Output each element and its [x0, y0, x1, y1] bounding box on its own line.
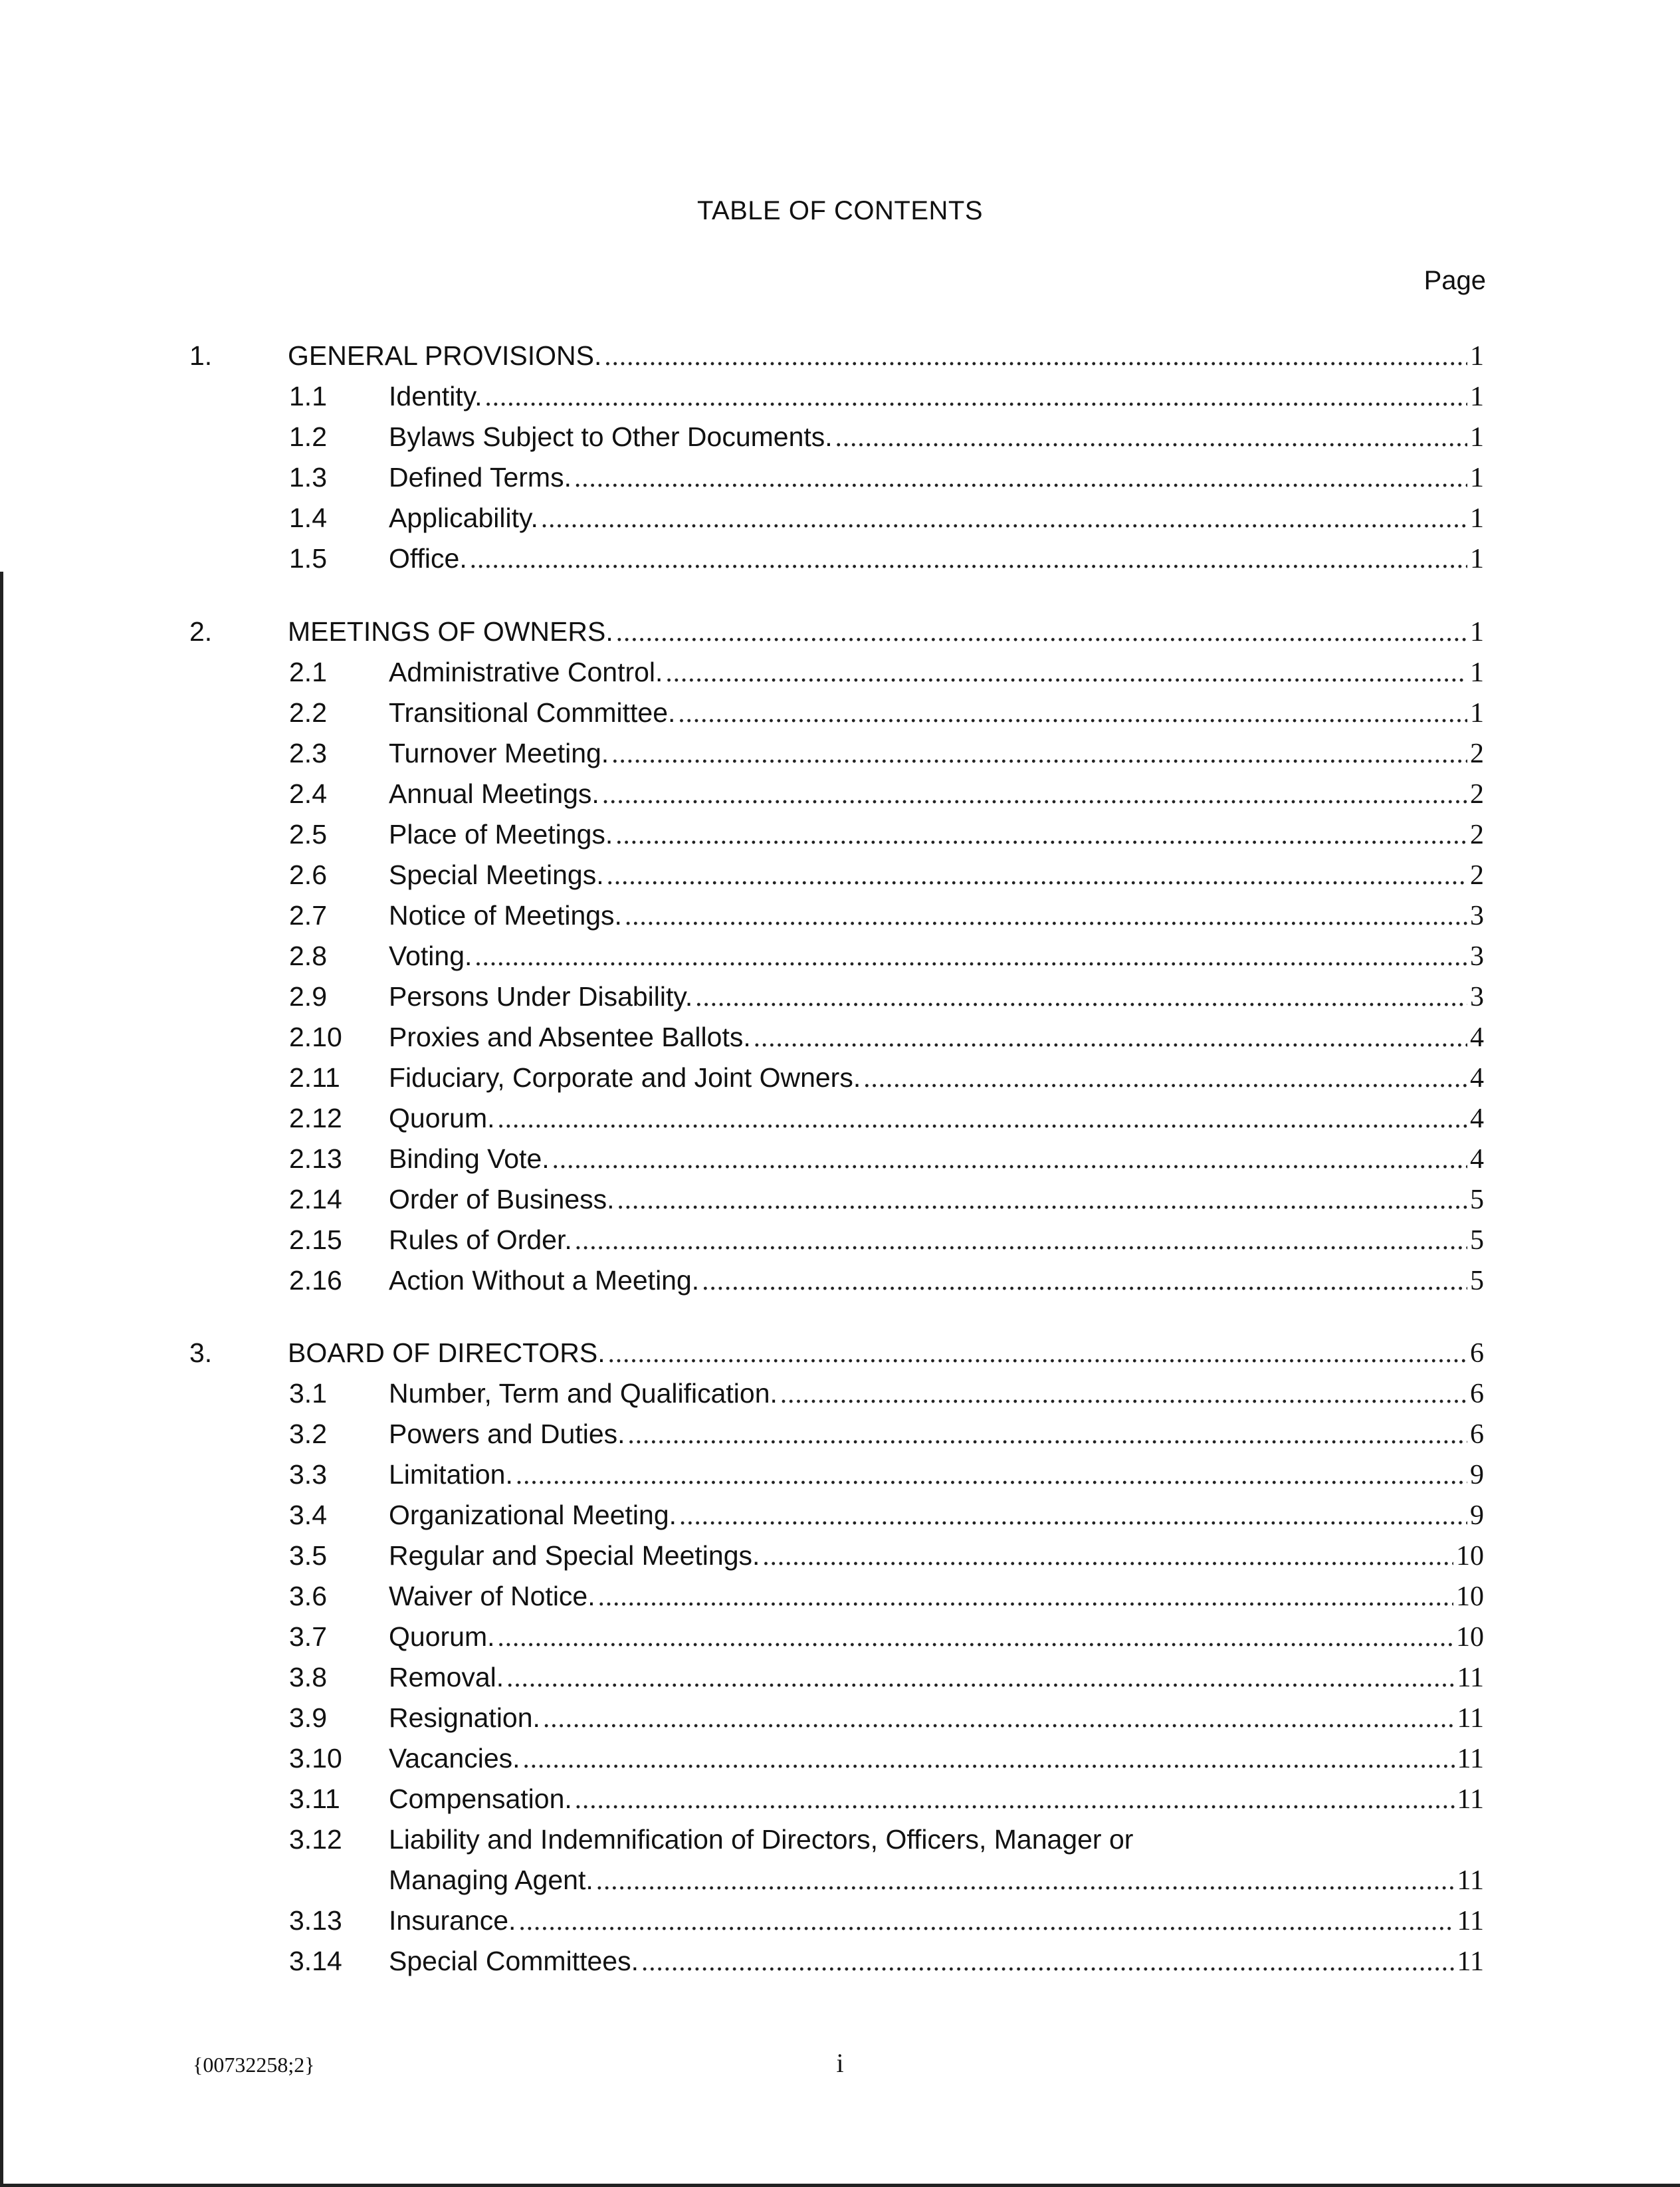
- toc-item-1-5[interactable]: [189, 538, 1484, 578]
- page-number: 11: [1457, 1865, 1484, 1896]
- page-number: 11: [1457, 1906, 1484, 1936]
- page-number: 4: [1470, 1063, 1484, 1094]
- item-title: Resignation.: [389, 1702, 540, 1733]
- dot-leader: [625, 895, 1467, 935]
- section-title: MEETINGS OF OWNERS.: [288, 616, 613, 647]
- item-number: 3.13: [289, 1905, 342, 1936]
- page-number: 1: [1470, 341, 1484, 372]
- toc-item-3-1[interactable]: [189, 1373, 1484, 1413]
- item-title: Insurance.: [389, 1905, 516, 1936]
- item-number: 2.6: [289, 860, 327, 890]
- toc-item-2-9[interactable]: [189, 977, 1484, 1016]
- page-number: 1: [1470, 422, 1484, 453]
- page-number: 10: [1456, 1581, 1484, 1612]
- item-title: Identity.: [389, 381, 482, 411]
- page-number: 10: [1456, 1541, 1484, 1571]
- dot-leader: [678, 693, 1467, 733]
- dot-leader: [607, 855, 1467, 895]
- item-title: Applicability.: [389, 503, 538, 533]
- item-number: 1.5: [289, 543, 327, 574]
- footer-page-number: i: [836, 2048, 844, 2078]
- page-number: 2: [1470, 739, 1484, 769]
- dot-leader: [541, 498, 1467, 538]
- dot-leader: [665, 652, 1467, 692]
- item-title: Compensation.: [389, 1784, 572, 1814]
- page-number: 10: [1456, 1622, 1484, 1653]
- dot-leader: [518, 1900, 1454, 1940]
- dot-leader: [604, 336, 1467, 376]
- item-title: Proxies and Absentee Ballots.: [389, 1022, 751, 1052]
- dot-leader: [602, 774, 1467, 814]
- dot-leader: [516, 1454, 1467, 1494]
- page-number: 1: [1470, 503, 1484, 534]
- item-number: 1.4: [289, 503, 327, 533]
- toc-item-3-6[interactable]: [189, 1576, 1484, 1616]
- toc-item-2-2[interactable]: [189, 693, 1484, 733]
- page-number: 4: [1470, 1103, 1484, 1134]
- item-number: 2.7: [289, 900, 327, 931]
- item-number: 2.9: [289, 981, 327, 1012]
- item-title: Special Meetings.: [389, 860, 604, 890]
- item-number: 1.1: [289, 381, 327, 411]
- item-number: 3.8: [289, 1662, 327, 1692]
- dot-leader: [575, 1779, 1455, 1819]
- toc-item-3-5[interactable]: [189, 1536, 1484, 1575]
- toc-item-3-12-continued[interactable]: [189, 1860, 1484, 1900]
- item-title: Powers and Duties.: [389, 1419, 625, 1449]
- item-title: Administrative Control.: [389, 657, 663, 687]
- toc-item-2-3[interactable]: [189, 733, 1484, 773]
- item-number: 3.9: [289, 1702, 327, 1733]
- item-title: Annual Meetings.: [389, 778, 599, 809]
- page-column-header: Page: [1423, 266, 1486, 295]
- dot-leader: [780, 1373, 1467, 1413]
- page-number: 1: [1470, 617, 1484, 647]
- dot-leader: [485, 376, 1467, 416]
- toc-item-3-10[interactable]: [189, 1738, 1484, 1778]
- toc-item-3-7[interactable]: [189, 1617, 1484, 1657]
- page-number: 11: [1457, 1946, 1484, 1977]
- page-edge-bottom: [0, 2184, 1680, 2187]
- page-number: 2: [1470, 779, 1484, 810]
- item-number: 3.2: [289, 1419, 327, 1449]
- page-number: 5: [1470, 1266, 1484, 1296]
- item-number: 2.13: [289, 1143, 342, 1174]
- toc-item-3-2[interactable]: [189, 1414, 1484, 1454]
- page-number: 2: [1470, 860, 1484, 891]
- toc-item-3-8[interactable]: [189, 1657, 1484, 1697]
- toc-item-2-7[interactable]: [189, 895, 1484, 935]
- dot-leader: [470, 538, 1467, 578]
- item-number: 3.4: [289, 1500, 327, 1530]
- toc-item-2-8[interactable]: [189, 936, 1484, 976]
- page-number: 11: [1457, 1784, 1484, 1815]
- section-number: 1.: [189, 340, 213, 371]
- toc-section-3[interactable]: [189, 1333, 1484, 1373]
- page-number: 3: [1470, 901, 1484, 931]
- item-title: Quorum.: [389, 1103, 495, 1133]
- item-number: 3.14: [289, 1946, 342, 1976]
- item-title: Regular and Special Meetings.: [389, 1540, 760, 1571]
- document-code: {00732258;2}: [193, 2053, 315, 2077]
- toc-section-1[interactable]: [189, 336, 1484, 376]
- page-number: 9: [1470, 1460, 1484, 1490]
- toc-item-2-15[interactable]: [189, 1220, 1484, 1260]
- dot-leader: [616, 612, 1467, 651]
- page-number: 1: [1470, 698, 1484, 729]
- item-title: Place of Meetings.: [389, 819, 613, 850]
- page-number: 11: [1457, 1744, 1484, 1774]
- item-title: Removal.: [389, 1662, 504, 1692]
- item-number: 2.12: [289, 1103, 342, 1133]
- item-title: Fiduciary, Corporate and Joint Owners.: [389, 1062, 861, 1093]
- item-number: 3.1: [289, 1378, 327, 1409]
- page-number: 1: [1470, 544, 1484, 574]
- page-number: 5: [1470, 1185, 1484, 1215]
- dot-leader: [641, 1941, 1455, 1981]
- page-number: 9: [1470, 1500, 1484, 1531]
- dot-leader: [498, 1617, 1454, 1657]
- toc-item-2-11[interactable]: [189, 1058, 1484, 1097]
- page-number: 11: [1457, 1703, 1484, 1734]
- dot-leader: [596, 1860, 1455, 1900]
- item-number: 2.5: [289, 819, 327, 850]
- item-title: Binding Vote.: [389, 1143, 550, 1174]
- toc-item-3-11[interactable]: [189, 1779, 1484, 1819]
- item-title: Number, Term and Qualification.: [389, 1378, 778, 1409]
- dot-leader: [863, 1058, 1467, 1097]
- item-title: Waiver of Notice.: [389, 1581, 595, 1611]
- dot-leader: [574, 457, 1467, 497]
- toc-item-3-13[interactable]: [189, 1900, 1484, 1940]
- item-title: Order of Business.: [389, 1184, 615, 1214]
- item-number: 2.16: [289, 1265, 342, 1296]
- section-title: GENERAL PROVISIONS.: [288, 340, 602, 371]
- item-number: 2.8: [289, 941, 327, 971]
- dot-leader: [702, 1260, 1467, 1300]
- item-title: Rules of Order.: [389, 1224, 572, 1255]
- page-number: 1: [1470, 463, 1484, 493]
- item-number: 2.4: [289, 778, 327, 809]
- dot-leader: [474, 936, 1467, 976]
- toc-item-3-4[interactable]: [189, 1495, 1484, 1535]
- dot-leader: [506, 1657, 1454, 1697]
- dot-leader: [679, 1495, 1467, 1535]
- item-number: 3.12: [289, 1824, 342, 1855]
- toc-item-1-2[interactable]: [189, 417, 1484, 457]
- toc-item-1-4[interactable]: [189, 498, 1484, 538]
- dot-leader: [523, 1738, 1455, 1778]
- dot-leader: [695, 977, 1467, 1016]
- dot-leader: [575, 1220, 1467, 1260]
- page-edge-left: [0, 572, 3, 2187]
- page-number: 11: [1457, 1663, 1484, 1693]
- item-number: 2.15: [289, 1224, 342, 1255]
- item-number: 3.10: [289, 1743, 342, 1774]
- dot-leader: [498, 1098, 1468, 1138]
- item-number: 1.3: [289, 462, 327, 493]
- item-number: 3.7: [289, 1621, 327, 1652]
- toc-item-2-5[interactable]: [189, 814, 1484, 854]
- item-number: 2.10: [289, 1022, 342, 1052]
- page-number: 6: [1470, 1338, 1484, 1369]
- item-title: Notice of Meetings.: [389, 900, 622, 931]
- toc-item-3-3[interactable]: [189, 1454, 1484, 1494]
- dot-leader: [615, 814, 1467, 854]
- toc-item-2-14[interactable]: [189, 1179, 1484, 1219]
- toc-item-2-4[interactable]: [189, 774, 1484, 814]
- dot-leader: [611, 733, 1467, 773]
- page-number: 3: [1470, 941, 1484, 972]
- dot-leader: [552, 1139, 1467, 1179]
- item-number: 2.3: [289, 738, 327, 768]
- page-number: 6: [1470, 1379, 1484, 1409]
- item-number: 3.5: [289, 1540, 327, 1571]
- page-number: 3: [1470, 982, 1484, 1012]
- item-title: Turnover Meeting.: [389, 738, 609, 768]
- toc-item-3-12[interactable]: [189, 1819, 1484, 1859]
- page-number: 1: [1470, 657, 1484, 688]
- dot-leader: [598, 1576, 1453, 1616]
- page-number: 6: [1470, 1419, 1484, 1450]
- item-number: 2.2: [289, 697, 327, 728]
- page-number: 1: [1470, 382, 1484, 412]
- item-title: Bylaws Subject to Other Documents.: [389, 421, 833, 452]
- item-number: 1.2: [289, 421, 327, 452]
- toc-item-2-12[interactable]: [189, 1098, 1484, 1138]
- toc-item-3-14[interactable]: [189, 1941, 1484, 1981]
- dot-leader: [608, 1333, 1467, 1373]
- section-number: 3.: [189, 1337, 213, 1368]
- toc-item-2-6[interactable]: [189, 855, 1484, 895]
- toc-item-1-3[interactable]: [189, 457, 1484, 497]
- item-title: Quorum.: [389, 1621, 495, 1652]
- toc-item-2-1[interactable]: [189, 652, 1484, 692]
- item-title: Action Without a Meeting.: [389, 1265, 700, 1296]
- item-title: Limitation.: [389, 1459, 513, 1490]
- item-number: 3.3: [289, 1459, 327, 1490]
- toc-item-2-10[interactable]: [189, 1017, 1484, 1057]
- item-title: Persons Under Disability.: [389, 981, 693, 1012]
- item-title: Managing Agent.: [389, 1865, 593, 1895]
- section-number: 2.: [189, 616, 213, 647]
- toc-item-2-13[interactable]: [189, 1139, 1484, 1179]
- item-title: Organizational Meeting.: [389, 1500, 677, 1530]
- item-title: Vacancies.: [389, 1743, 520, 1774]
- page-number: 2: [1470, 820, 1484, 850]
- page-number: 5: [1470, 1225, 1484, 1256]
- toc-item-1-1[interactable]: [189, 376, 1484, 416]
- item-title: Voting.: [389, 941, 472, 971]
- section-title: BOARD OF DIRECTORS.: [288, 1337, 605, 1368]
- item-number: 2.14: [289, 1184, 342, 1214]
- item-title-line-1: Liability and Indemnification of Directors, Officers, Manager or: [389, 1824, 1134, 1855]
- item-number: 2.11: [289, 1062, 340, 1093]
- page-number: 4: [1470, 1022, 1484, 1053]
- dot-leader: [835, 417, 1467, 457]
- item-title: Defined Terms.: [389, 462, 572, 493]
- item-number: 3.6: [289, 1581, 327, 1611]
- item-title: Transitional Committee.: [389, 697, 676, 728]
- page-title: TABLE OF CONTENTS: [696, 196, 984, 225]
- dot-leader: [543, 1698, 1455, 1738]
- toc-section-2[interactable]: [189, 612, 1484, 651]
- page-number: 4: [1470, 1144, 1484, 1175]
- toc-item-3-9[interactable]: [189, 1698, 1484, 1738]
- dot-leader: [628, 1414, 1467, 1454]
- toc-item-2-16[interactable]: [189, 1260, 1484, 1300]
- dot-leader: [754, 1017, 1467, 1057]
- dot-leader: [762, 1536, 1453, 1575]
- item-number: 2.1: [289, 657, 327, 687]
- dot-leader: [617, 1179, 1467, 1219]
- item-number: 3.11: [289, 1784, 340, 1814]
- item-title: Office.: [389, 543, 467, 574]
- item-title: Special Committees.: [389, 1946, 639, 1976]
